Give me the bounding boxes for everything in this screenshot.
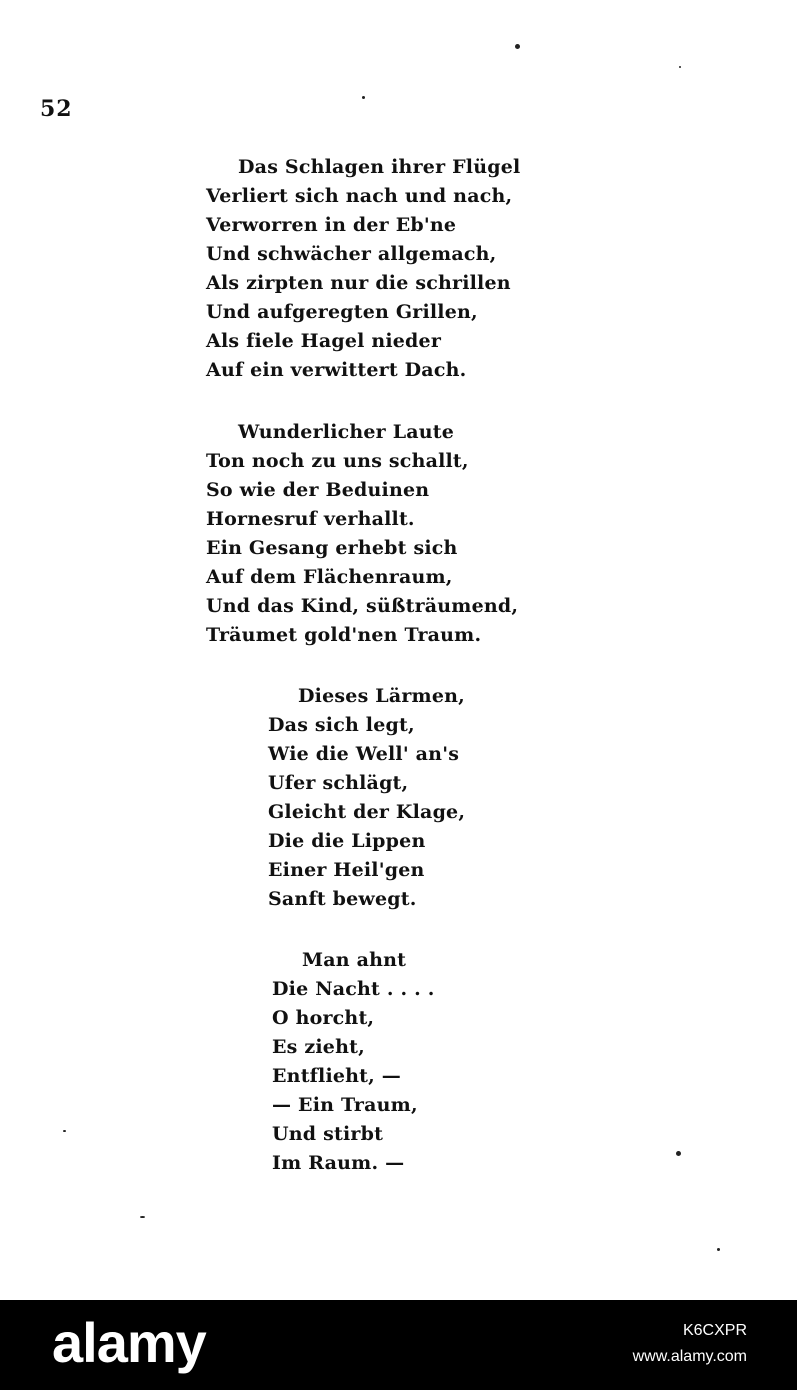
verse-line: Als zirpten nur die schrillen [206, 272, 511, 294]
verse-line: Es zieht, [272, 1036, 365, 1058]
verse-line: Und schwächer allgemach, [206, 243, 497, 265]
verse-line: So wie der Beduinen [206, 479, 430, 501]
image-id: K6CXPR [682, 1322, 747, 1339]
alamy-logo: alamy [52, 1311, 206, 1374]
stanza-2 [206, 418, 518, 650]
verse-line: Wunderlicher Laute [238, 421, 455, 443]
verse-line: Ufer schlägt, [268, 772, 409, 794]
verse-line: Träumet gold'nen Traum. [206, 624, 482, 646]
verse-line: Hornesruf verhallt. [206, 508, 415, 530]
scan-speck [676, 1151, 681, 1156]
watermark-banner [0, 1300, 797, 1390]
verse-line: Auf dem Flächenraum, [206, 566, 453, 588]
verse-line: — Ein Traum, [272, 1094, 418, 1116]
scan-speck [362, 96, 365, 99]
verse-line: Die die Lippen [268, 830, 426, 852]
scan-speck [717, 1248, 720, 1251]
scan-speck [63, 1130, 66, 1132]
verse-line: Auf ein verwittert Dach. [206, 359, 467, 381]
stanza-4 [272, 946, 435, 1178]
scan-speck [679, 66, 681, 68]
verse-line: Verworren in der Eb'ne [206, 214, 457, 236]
verse-line: Die Nacht . . . . [272, 978, 435, 1000]
scan-speck [140, 1216, 145, 1218]
scan-speck [515, 44, 520, 49]
verse-line: Und das Kind, süßträumend, [206, 595, 519, 617]
verse-line: Und stirbt [272, 1123, 384, 1145]
verse-line: Man ahnt [302, 949, 407, 971]
stanza-3 [268, 682, 465, 914]
verse-line: Im Raum. — [272, 1152, 405, 1174]
verse-line: Einer Heil'gen [268, 859, 425, 881]
verse-line: Und aufgeregten Grillen, [206, 301, 478, 323]
verse-line: Sanft bewegt. [268, 888, 417, 910]
verse-line: O horcht, [272, 1007, 375, 1029]
stanza-1 [206, 153, 520, 385]
verse-line: Entflieht, — [272, 1065, 401, 1087]
page-number: 52 [40, 96, 73, 122]
verse-line: Das Schlagen ihrer Flügel [238, 156, 521, 178]
verse-line: Verliert sich nach und nach, [206, 185, 513, 207]
verse-line: Wie die Well' an's [268, 743, 460, 765]
verse-line: Das sich legt, [268, 714, 415, 736]
watermark-url: www.alamy.com [632, 1348, 747, 1365]
verse-line: Ton noch zu uns schallt, [206, 450, 469, 472]
verse-line: Ein Gesang erhebt sich [206, 537, 458, 559]
verse-line: Dieses Lärmen, [298, 685, 465, 707]
verse-line: Gleicht der Klage, [268, 801, 466, 823]
verse-line: Als fiele Hagel nieder [206, 330, 442, 352]
